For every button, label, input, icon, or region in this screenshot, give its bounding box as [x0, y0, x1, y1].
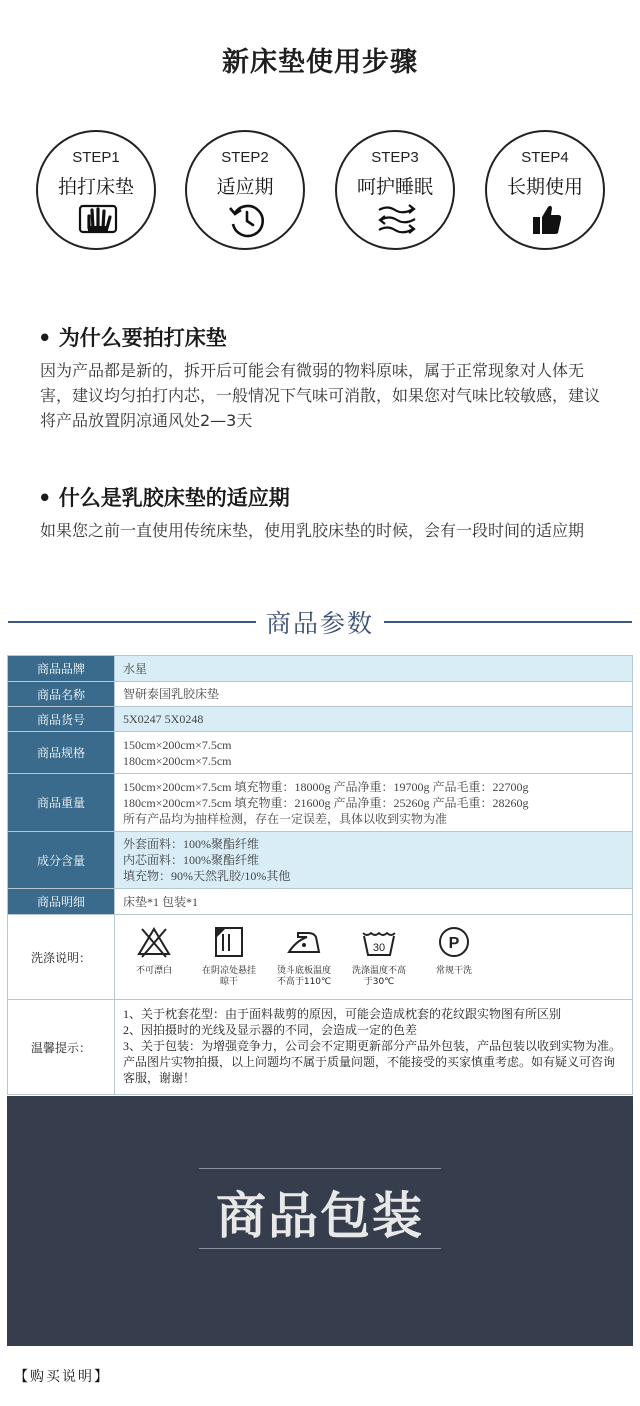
param-value-line: 180cm×200cm×7.5cm	[123, 753, 232, 768]
param-value-line: 5X0247 5X0248	[123, 712, 204, 726]
section-paragraph: 因为产品都是新的，拆开后可能会有微弱的物料原味，属于正常现象对人体无害，建议均匀拍打内芯，一般情况下气味可消散，如果您对气味比较敏感，建议将产品放置阴凉通风处2—3天	[40, 361, 601, 430]
hang-dry-shade-icon	[211, 925, 247, 959]
step-number: STEP2	[221, 149, 269, 166]
step-label: 拍打床垫	[57, 176, 134, 198]
step-1-circle	[36, 130, 156, 250]
table-row	[8, 682, 633, 707]
param-value	[115, 707, 633, 732]
table-row	[8, 915, 633, 1000]
care-label: 常规干洗	[435, 966, 472, 976]
step-number: STEP1	[72, 149, 120, 166]
table-row	[8, 774, 633, 832]
care-label: 在阴凉处悬挂晾干	[201, 966, 256, 987]
param-key: 商品规格	[8, 732, 115, 774]
param-value-line: 床垫*1 包装*1	[123, 894, 199, 909]
step-label: 长期使用	[506, 176, 583, 198]
packaging-title: 商品包装	[216, 1187, 424, 1245]
step-label: 适应期	[216, 176, 274, 198]
param-key: 商品明细	[8, 889, 115, 915]
params-banner	[0, 600, 640, 642]
wash-instructions	[115, 915, 633, 1000]
tips-key: 温馨提示：	[8, 1000, 115, 1095]
dry-clean-p-icon	[436, 925, 472, 959]
params-title: 商品参数	[265, 609, 374, 638]
airflow-arrows-icon	[377, 202, 417, 238]
care-label: 洗涤温度不高于30℃	[351, 966, 406, 987]
iron-low-icon	[286, 925, 322, 959]
step-number: STEP4	[521, 149, 569, 166]
param-value-line: 150cm×200cm×7.5cm	[123, 737, 232, 752]
step-3-circle	[335, 130, 455, 250]
param-key: 成分含量	[8, 832, 115, 889]
param-key: 商品名称	[8, 682, 115, 707]
section-paragraph: 如果您之前一直使用传统床垫，使用乳胶床垫的时候，会有一段时间的适应期	[40, 521, 585, 540]
wash-temp-badge: 30	[372, 942, 386, 954]
tip-line: 3、关于包装：为增强竞争力，公司会不定期更新部分产品外包装，产品包装以收到实物为准。产品图片实物拍摄，以上问题均不属于质量问题，不能接受的买家慎重考虑。如有疑义可咨询客服，谢谢！	[123, 1039, 622, 1085]
care-label: 不可漂白	[135, 966, 172, 976]
table-row	[8, 832, 633, 889]
thumbs-up-icon	[527, 202, 567, 238]
param-key: 商品货号	[8, 707, 115, 732]
param-value-line: 智研泰国乳胶床垫	[123, 687, 220, 701]
param-value	[115, 832, 633, 889]
step-4-circle	[485, 130, 605, 250]
param-value-line: 内芯面料：100%聚酯纤维	[123, 853, 259, 867]
buy-note: 【购买说明】	[14, 1369, 110, 1385]
care-item	[124, 925, 184, 977]
no-bleach-icon	[136, 925, 172, 959]
divider	[384, 621, 632, 623]
param-value	[115, 656, 633, 682]
param-value-line: 180cm×200cm×7.5cm 填充物重：21600g 产品净重：25260g 产品毛重：28260g	[123, 795, 529, 810]
steps-row	[0, 130, 640, 256]
care-symbols	[115, 915, 632, 999]
param-value-line: 外套面料：100%聚酯纤维	[123, 837, 259, 851]
care-item	[424, 925, 484, 977]
param-value	[115, 732, 633, 774]
param-value	[115, 774, 633, 832]
step-number: STEP3	[371, 149, 419, 166]
step-label: 呵护睡眠	[356, 176, 433, 198]
page-title: 新床垫使用步骤	[222, 47, 418, 78]
params-table	[7, 655, 633, 1095]
divider	[199, 1248, 441, 1249]
section-heading: • 什么是乳胶床垫的适应期	[38, 486, 290, 510]
section-heading: • 为什么要拍打床垫	[38, 326, 227, 350]
tip-line: 2、因拍摄时的光线及显示器的不同，会造成一定的色差	[123, 1023, 418, 1037]
care-item	[274, 925, 334, 988]
table-row	[8, 889, 633, 915]
clock-history-icon	[227, 202, 267, 238]
step-2-circle	[185, 130, 305, 250]
packaging-banner	[7, 1096, 633, 1346]
param-key: 商品品牌	[8, 656, 115, 682]
param-value	[115, 682, 633, 707]
param-value-line: 水星	[123, 661, 148, 676]
care-item	[199, 925, 259, 988]
param-value-line: 填充物：90%天然乳胶/10%其他	[123, 869, 291, 883]
param-value-line: 150cm×200cm×7.5cm 填充物重：18000g 产品净重：19700g 产品毛重：22700g	[123, 779, 529, 794]
param-key: 商品重量	[8, 774, 115, 832]
care-item	[349, 925, 409, 988]
wash-key: 洗涤说明：	[8, 915, 115, 1000]
param-value	[115, 889, 633, 915]
table-row	[8, 1000, 633, 1095]
wash-30-icon	[361, 925, 397, 959]
tips-list	[115, 1000, 632, 1094]
table-row	[8, 656, 633, 682]
care-label: 烫斗底板温度不高于110℃	[276, 966, 332, 987]
table-row	[8, 732, 633, 774]
param-value-line: 所有产品均为抽样检测，存在一定误差，具体以收到实物为准	[123, 811, 448, 826]
table-row	[8, 707, 633, 732]
tips-content	[115, 1000, 633, 1095]
tip-line: 1、关于枕套花型：由于面料裁剪的原因，可能会造成枕套的花纹跟实物图有所区别	[123, 1007, 562, 1021]
divider	[199, 1168, 441, 1169]
hand-pat-icon	[78, 202, 118, 238]
dry-clean-badge: P	[448, 935, 460, 952]
